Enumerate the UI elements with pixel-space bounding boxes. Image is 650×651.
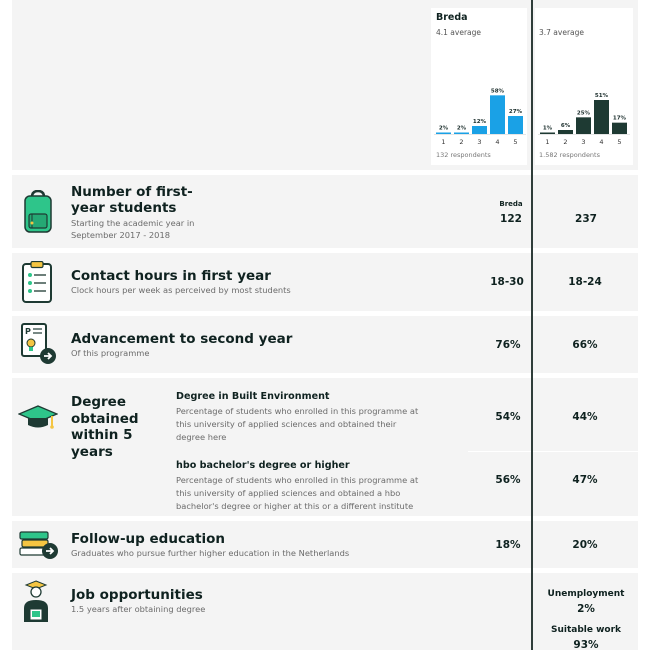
national-bar-label-1: 1% <box>542 125 553 132</box>
national-bar-label-4: 51% <box>594 93 609 99</box>
clipboard-icon <box>22 261 52 307</box>
degree-title: Degree obtained within 5 years <box>71 394 139 460</box>
graduate-person-icon <box>21 580 51 626</box>
national-tick-2: 2 <box>563 138 568 146</box>
first-year-national-value: 237 <box>575 213 597 225</box>
breda-bar-4 <box>490 95 505 134</box>
national-tick-5: 5 <box>617 138 622 146</box>
advancement-local-value: 76% <box>495 339 521 351</box>
national-rating-chart <box>535 68 633 148</box>
follow-up-subtitle: Graduates who pursue further higher education in the Netherlands <box>71 548 350 558</box>
national-tick-4: 4 <box>599 138 604 146</box>
follow-up-national-value: 20% <box>572 539 598 551</box>
breda-bar-1 <box>436 133 451 135</box>
breda-tick-5: 5 <box>513 138 518 146</box>
breda-bar-label-2: 2% <box>456 125 467 132</box>
follow-up-title: Follow-up education <box>71 531 226 547</box>
breda-bar-label-4: 58% <box>490 88 505 95</box>
breda-bar-label-1: 2% <box>438 125 449 132</box>
breda-bar-5 <box>508 116 523 134</box>
jobs-subtitle: 1.5 years after obtaining degree <box>71 604 206 614</box>
national-bar-5 <box>612 123 627 134</box>
advancement-row <box>12 316 638 373</box>
contact-hours-row <box>12 253 638 311</box>
advancement-subtitle: Of this programme <box>71 348 150 358</box>
first-year-local-value: 122 <box>500 213 522 225</box>
unemployment-value: 2% <box>577 603 595 615</box>
svg-text:P: P <box>25 327 31 336</box>
books-icon <box>19 530 59 564</box>
degree-item-1-description: Percentage of students who enrolled in this programme at this university of applied sciences and obtained their degree here <box>176 406 419 442</box>
national-respondents: 1.582 respondents <box>539 151 600 159</box>
national-tick-1: 1 <box>545 138 550 146</box>
jobs-title: Job opportunities <box>71 587 203 603</box>
contact-hours-title: Contact hours in first year <box>71 268 271 284</box>
breda-bar-2 <box>454 133 469 135</box>
national-bar-label-2: 6% <box>560 123 571 129</box>
breda-bar-label-5: 27% <box>508 109 523 115</box>
jobs-row <box>12 573 638 650</box>
national-rating-card <box>535 8 633 165</box>
contact-hours-national-value: 18-24 <box>568 276 602 288</box>
breda-bar-label-3: 12% <box>472 119 487 125</box>
backpack-icon <box>23 190 53 238</box>
advancement-national-value: 66% <box>572 339 598 351</box>
breda-rating-chart <box>431 68 527 148</box>
national-bar-label-5: 17% <box>612 115 627 122</box>
degree-item-2-local-value: 56% <box>495 474 521 486</box>
degree-item-1-national-value: 44% <box>572 411 598 423</box>
national-bar-4 <box>594 100 609 134</box>
breda-respondents: 132 respondents <box>436 151 491 159</box>
unemployment-label: Unemployment <box>547 589 625 599</box>
breda-card-title: Breda <box>436 12 468 23</box>
graduation-cap-icon <box>18 404 58 434</box>
suitable-work-label: Suitable work <box>550 625 622 635</box>
national-bar-label-3: 25% <box>576 110 591 117</box>
breda-bar-3 <box>472 126 487 134</box>
degree-item-2-national-value: 47% <box>572 474 598 486</box>
first-year-subtitle: Starting the academic year in September 2017 - 2018 <box>71 218 195 240</box>
degree-item-2-description: Percentage of students who enrolled in this programme at this university of applied sciences and obtained a hbo bachelor's degree or higher at this or a different institute <box>176 475 419 511</box>
contact-hours-subtitle: Clock hours per week as perceived by most students <box>71 285 291 295</box>
first-year-students-row <box>12 175 638 248</box>
national-bar-1 <box>540 133 555 135</box>
degree-item-separator <box>468 451 638 452</box>
degree-item-2-title: hbo bachelor's degree or higher <box>176 460 350 471</box>
suitable-work-value: 93% <box>573 639 599 651</box>
advancement-title: Advancement to second year <box>71 331 293 347</box>
national-average: 3.7 average <box>539 28 585 37</box>
first-year-title: Number of first-year students <box>71 184 193 216</box>
national-tick-3: 3 <box>581 138 586 146</box>
column-divider <box>531 0 533 650</box>
breda-tick-4: 4 <box>495 138 500 146</box>
breda-average: 4.1 average <box>436 28 482 37</box>
national-bar-2 <box>558 130 573 134</box>
degree-item-1-title: Degree in Built Environment <box>176 391 330 402</box>
degree-row <box>12 378 638 516</box>
follow-up-local-value: 18% <box>495 539 521 551</box>
breda-tick-2: 2 <box>459 138 464 146</box>
degree-item-1-local-value: 54% <box>495 411 521 423</box>
first-year-local-label: Breda <box>499 200 523 208</box>
breda-tick-3: 3 <box>477 138 482 146</box>
breda-rating-card <box>431 8 527 165</box>
national-bar-3 <box>576 117 591 134</box>
contact-hours-local-value: 18-30 <box>490 276 524 288</box>
breda-tick-1: 1 <box>441 138 446 146</box>
follow-up-row <box>12 521 638 568</box>
advancement-poster-icon <box>21 323 57 369</box>
